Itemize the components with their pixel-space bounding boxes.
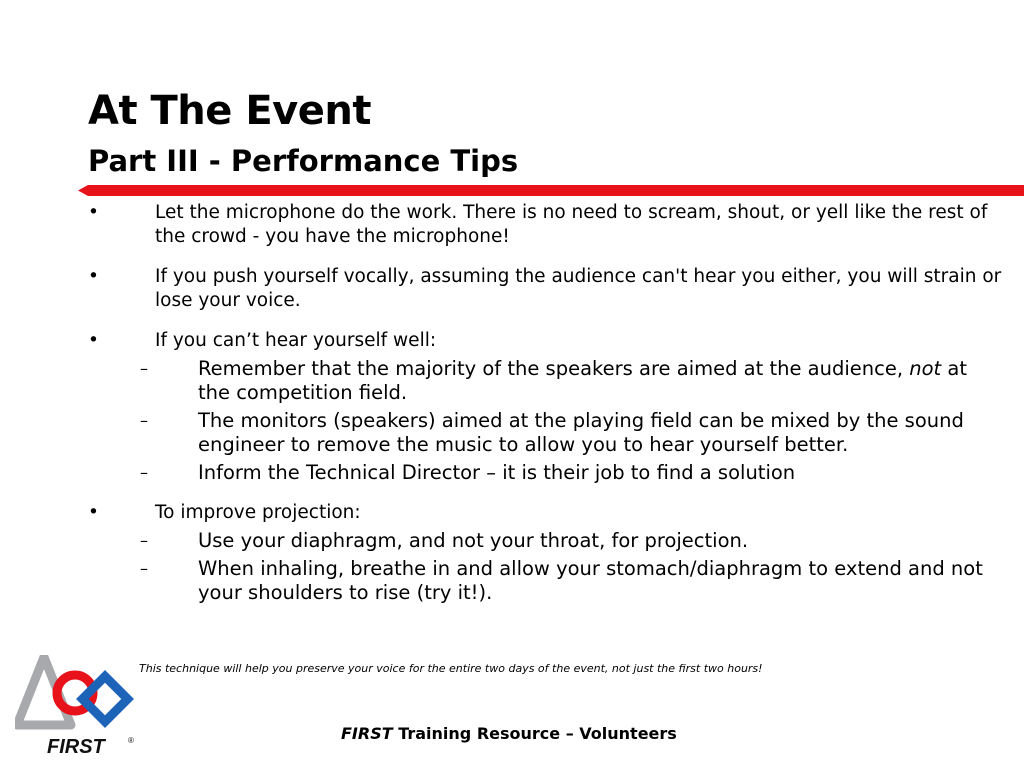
bullet-group xyxy=(84,329,1004,485)
sub-bullet-emphasis: not xyxy=(909,357,942,380)
sub-bullet-item xyxy=(84,409,1004,457)
bullet-marker: • xyxy=(88,502,99,523)
slide-title: At The Event xyxy=(88,88,371,134)
logo-registered-mark: ® xyxy=(128,736,134,745)
sub-bullet-item xyxy=(84,461,1004,485)
bullet-item xyxy=(84,501,1004,525)
bullet-group xyxy=(84,501,1004,605)
bullet-text: To improve projection: xyxy=(155,502,361,523)
footer-text: Training Resource – Volunteers xyxy=(392,724,677,743)
bullet-item xyxy=(84,265,1004,313)
footnote: This technique will help you preserve your voice for the entire two days of the event, not just the first two hours! xyxy=(139,662,763,675)
sub-bullet-text: Use your diaphragm, and not your throat, for projection. xyxy=(198,529,749,552)
sub-bullet-item xyxy=(84,529,1004,553)
slide-footer xyxy=(341,723,677,745)
first-logo xyxy=(15,655,140,765)
sub-bullet-marker: – xyxy=(140,559,148,578)
bullet-text: If you push yourself vocally, assuming the audience can't hear you either, you will strain or lose your voice. xyxy=(155,266,1002,311)
sub-bullet-text-end: at the competition field. xyxy=(198,357,967,404)
bullet-text: Let the microphone do the work. There is no need to scream, shout, or yell like the rest of the crowd - you have the microphone! xyxy=(155,202,988,247)
bullet-text: If you can’t hear yourself well: xyxy=(155,330,437,351)
logo-wordmark: FIRST xyxy=(47,736,105,758)
bullet-item xyxy=(84,329,1004,353)
sub-bullet-marker: – xyxy=(140,359,148,378)
bullet-marker: • xyxy=(88,330,99,351)
sub-bullet-text: Inform the Technical Director – it is their job to find a solution xyxy=(198,461,796,484)
sub-bullet-marker: – xyxy=(140,531,148,550)
bullet-marker: • xyxy=(88,266,99,287)
logo-triangle-shape xyxy=(17,657,71,725)
slide-body xyxy=(84,201,1004,621)
sub-bullet-text-start: Remember that the majority of the speakers are aimed at the audience, xyxy=(198,357,910,380)
sub-bullet-item xyxy=(84,357,1004,405)
bullet-marker: • xyxy=(88,202,99,223)
bullet-item xyxy=(84,201,1004,249)
sub-bullet-text: The monitors (speakers) aimed at the playing field can be mixed by the sound engineer to remove the music to allow you to hear yourself better. xyxy=(198,409,964,456)
footer-brand: FIRST xyxy=(341,724,393,743)
sub-bullet-marker: – xyxy=(140,463,148,482)
slide-subtitle: Part III - Performance Tips xyxy=(88,144,519,178)
sub-bullet-text: When inhaling, breathe in and allow your stomach/diaphragm to extend and not your shoulders to rise (try it!). xyxy=(198,557,983,604)
red-title-underline xyxy=(78,185,1024,196)
sub-bullet-marker: – xyxy=(140,411,148,430)
sub-bullet-item xyxy=(84,557,1004,605)
